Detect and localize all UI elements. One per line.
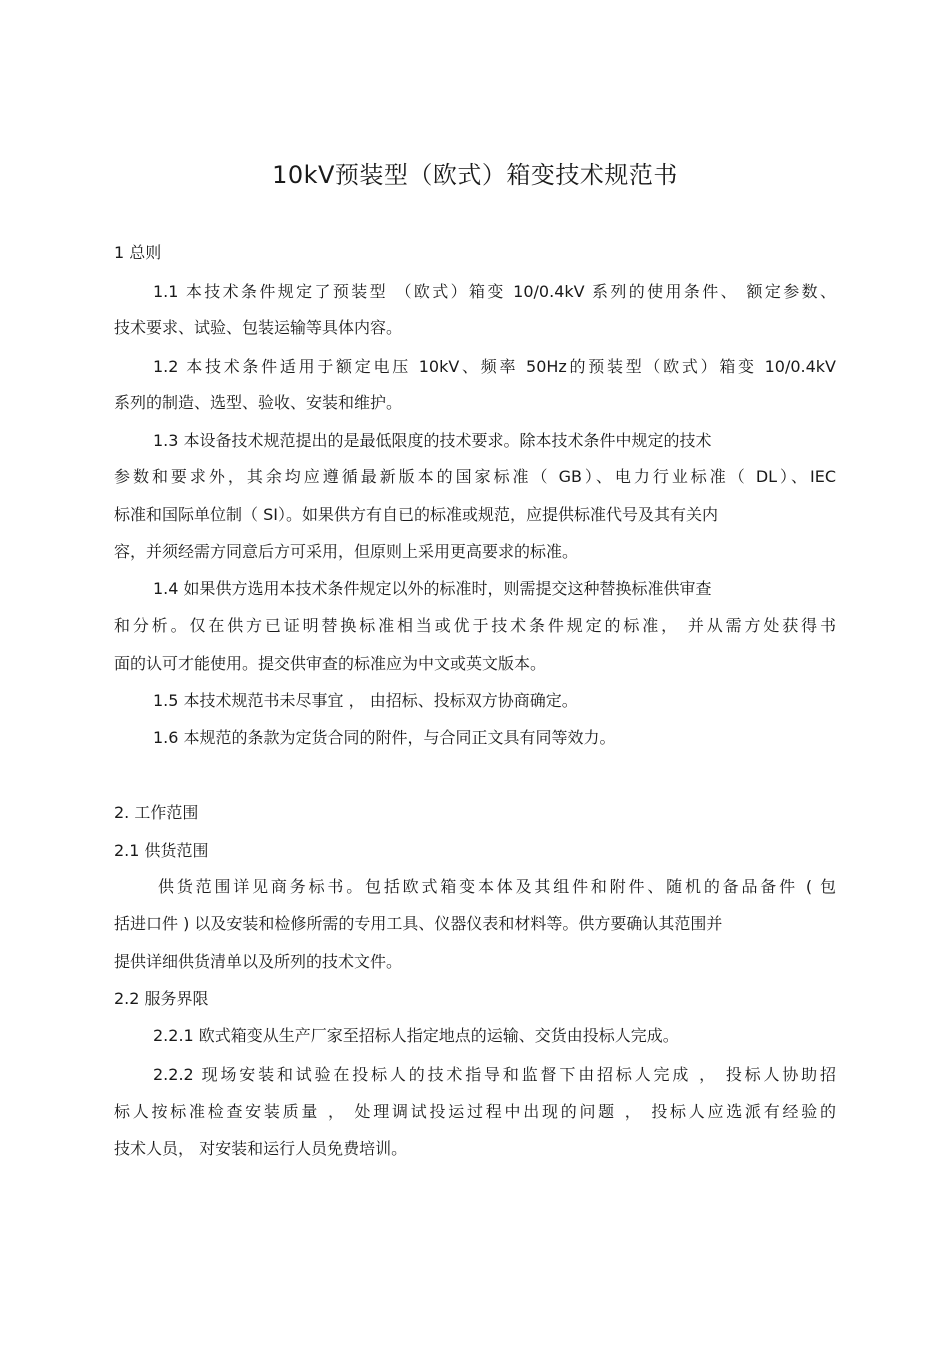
paragraph-line: 供货范围详见商务标书。包括欧式箱变本体及其组件和附件、随机的备品备件 ( 包	[158, 877, 836, 896]
paragraph-line: 标人按标准检查安装质量 ， 处理调试投运过程中出现的问题 ， 投标人应选派有经验的	[114, 1102, 836, 1121]
paragraph-line: 2.2.2 现场安装和试验在投标人的技术指导和监督下由招标人完成 ， 投标人协助招	[153, 1065, 836, 1084]
paragraph-line: 1.5 本技术规范书未尽事宜 ， 由招标、投标双方协商确定。	[153, 691, 578, 710]
paragraph-line: 技术人员， 对安装和运行人员免费培训。	[114, 1139, 408, 1158]
section-heading: 2. 工作范围	[114, 803, 199, 822]
paragraph-line: 面的认可才能使用。提交供审查的标准应为中文或英文版本。	[114, 654, 547, 673]
paragraph-line: 1.4 如果供方选用本技术条件规定以外的标准时，则需提交这种替换标准供审查	[153, 579, 712, 598]
section-heading: 1 总则	[114, 243, 162, 262]
paragraph-line: 参数和要求外，其余均应遵循最新版本的国家标准（ GB）、电力行业标准（ DL）、IEC	[114, 467, 836, 486]
paragraph-line: 1.6 本规范的条款为定货合同的附件，与合同正文具有同等效力。	[153, 728, 616, 747]
paragraph-line: 括进口件 ) 以及安装和检修所需的专用工具、仪器仪表和材料等。供方要确认其范围并	[114, 914, 723, 933]
paragraph-line: 和分析。仅在供方已证明替换标准相当或优于技术条件规定的标准， 并从需方处获得书	[114, 616, 836, 635]
paragraph-line: 容，并须经需方同意后方可采用，但原则上采用更高要求的标准。	[114, 542, 579, 561]
subsection-heading: 2.2 服务界限	[114, 989, 209, 1008]
paragraph-line: 系列的制造、选型、验收、安装和维护。	[114, 393, 403, 412]
paragraph-line: 1.2 本技术条件适用于额定电压 10kV、频率 50Hz的预装型（欧式）箱变 10/0.4kV	[153, 357, 836, 376]
document-title: 10kV预装型（欧式）箱变技术规范书	[272, 161, 678, 189]
paragraph-line: 技术要求、试验、包装运输等具体内容。	[114, 318, 403, 337]
paragraph-line: 标准和国际单位制（ SI）。如果供方有自已的标准或规范，应提供标准代号及其有关内	[114, 505, 718, 524]
paragraph-line: 2.2.1 欧式箱变从生产厂家至招标人指定地点的运输、交货由投标人完成。	[153, 1026, 679, 1045]
paragraph-line: 1.1 本技术条件规定了预装型 （欧式）箱变 10/0.4kV 系列的使用条件、 额定参数、	[153, 282, 836, 301]
paragraph-line: 1.3 本设备技术规范提出的是最低限度的技术要求。除本技术条件中规定的技术	[153, 431, 712, 450]
subsection-heading: 2.1 供货范围	[114, 841, 209, 860]
paragraph-line: 提供详细供货清单以及所列的技术文件。	[114, 952, 403, 971]
